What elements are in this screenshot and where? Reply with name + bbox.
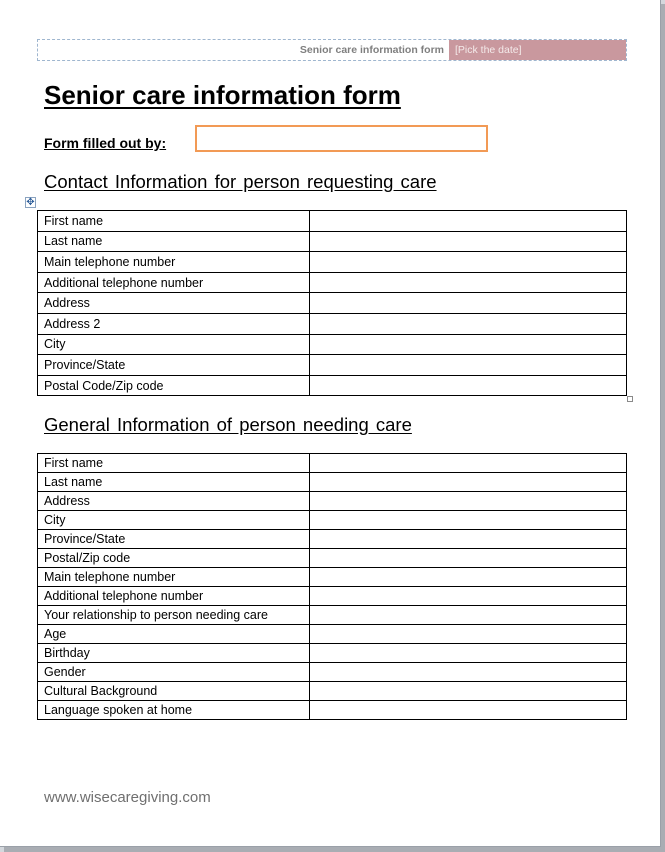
- row-value-field[interactable]: [310, 511, 627, 530]
- row-value-field[interactable]: [310, 682, 627, 701]
- row-value-field[interactable]: [310, 587, 627, 606]
- row-value-field[interactable]: [310, 375, 627, 396]
- page-shadow-bottom: [4, 847, 665, 852]
- table-row: [38, 568, 627, 587]
- page-shadow-right: [661, 4, 665, 852]
- table-row: [38, 211, 627, 232]
- row-value-field[interactable]: [310, 252, 627, 273]
- date-picker-field[interactable]: [Pick the date]: [449, 40, 626, 60]
- row-value-field[interactable]: [310, 272, 627, 293]
- table-row: [38, 644, 627, 663]
- row-label: Age: [38, 625, 310, 644]
- row-label: Gender: [38, 663, 310, 682]
- row-value-field[interactable]: [310, 334, 627, 355]
- header-doc-title: Senior care information form: [299, 44, 444, 56]
- row-label: Last name: [38, 231, 310, 252]
- table-resize-handle[interactable]: [627, 396, 633, 402]
- page-header[interactable]: [37, 39, 627, 61]
- row-value-field[interactable]: [310, 473, 627, 492]
- row-label: First name: [38, 454, 310, 473]
- table-row: [38, 231, 627, 252]
- general-info-heading: General Information of person needing care: [44, 414, 412, 435]
- table-row: [38, 492, 627, 511]
- table-row: [38, 252, 627, 273]
- row-label: Postal/Zip code: [38, 549, 310, 568]
- table-row: [38, 313, 627, 334]
- row-value-field[interactable]: [310, 644, 627, 663]
- table-row: [38, 293, 627, 314]
- row-value-field[interactable]: [310, 231, 627, 252]
- table-row: [38, 549, 627, 568]
- table-row: [38, 701, 627, 720]
- row-label: Your relationship to person needing care: [38, 606, 310, 625]
- table-row: [38, 530, 627, 549]
- row-label: City: [38, 511, 310, 530]
- table-row: [38, 606, 627, 625]
- row-label: Postal Code/Zip code: [38, 375, 310, 396]
- row-label: Cultural Background: [38, 682, 310, 701]
- contact-info-heading: Contact Information for person requesting care: [44, 171, 437, 192]
- table-row: [38, 663, 627, 682]
- row-value-field[interactable]: [310, 549, 627, 568]
- row-value-field[interactable]: [310, 454, 627, 473]
- row-value-field[interactable]: [310, 701, 627, 720]
- row-value-field[interactable]: [310, 606, 627, 625]
- row-value-field[interactable]: [310, 355, 627, 376]
- row-label: Province/State: [38, 355, 310, 376]
- filled-out-by-label: Form filled out by:: [44, 135, 167, 151]
- row-value-field[interactable]: [310, 293, 627, 314]
- table-row: [38, 625, 627, 644]
- general-info-table: [37, 453, 627, 720]
- row-label: First name: [38, 211, 310, 232]
- row-label: Last name: [38, 473, 310, 492]
- table-row: [38, 355, 627, 376]
- row-label: Language spoken at home: [38, 701, 310, 720]
- footer-website: www.wisecaregiving.com: [44, 789, 211, 806]
- row-label: Address 2: [38, 313, 310, 334]
- row-value-field[interactable]: [310, 663, 627, 682]
- row-value-field[interactable]: [310, 313, 627, 334]
- row-label: Additional telephone number: [38, 587, 310, 606]
- row-value-field[interactable]: [310, 568, 627, 587]
- table-row: [38, 473, 627, 492]
- table-row: [38, 334, 627, 355]
- row-label: Main telephone number: [38, 252, 310, 273]
- table-row: [38, 682, 627, 701]
- row-value-field[interactable]: [310, 492, 627, 511]
- row-label: Province/State: [38, 530, 310, 549]
- row-label: Address: [38, 492, 310, 511]
- row-label: Additional telephone number: [38, 272, 310, 293]
- table-row: [38, 454, 627, 473]
- row-label: Main telephone number: [38, 568, 310, 587]
- table-row: [38, 375, 627, 396]
- page-title: Senior care information form: [44, 80, 401, 110]
- row-value-field[interactable]: [310, 530, 627, 549]
- table-row: [38, 511, 627, 530]
- table-move-handle-icon[interactable]: ✥: [26, 197, 35, 208]
- row-value-field[interactable]: [310, 625, 627, 644]
- row-label: Address: [38, 293, 310, 314]
- contact-info-table: [37, 210, 627, 396]
- row-value-field[interactable]: [310, 211, 627, 232]
- row-label: City: [38, 334, 310, 355]
- table-row: [38, 272, 627, 293]
- row-label: Birthday: [38, 644, 310, 663]
- table-row: [38, 587, 627, 606]
- filled-out-by-input[interactable]: [195, 125, 488, 152]
